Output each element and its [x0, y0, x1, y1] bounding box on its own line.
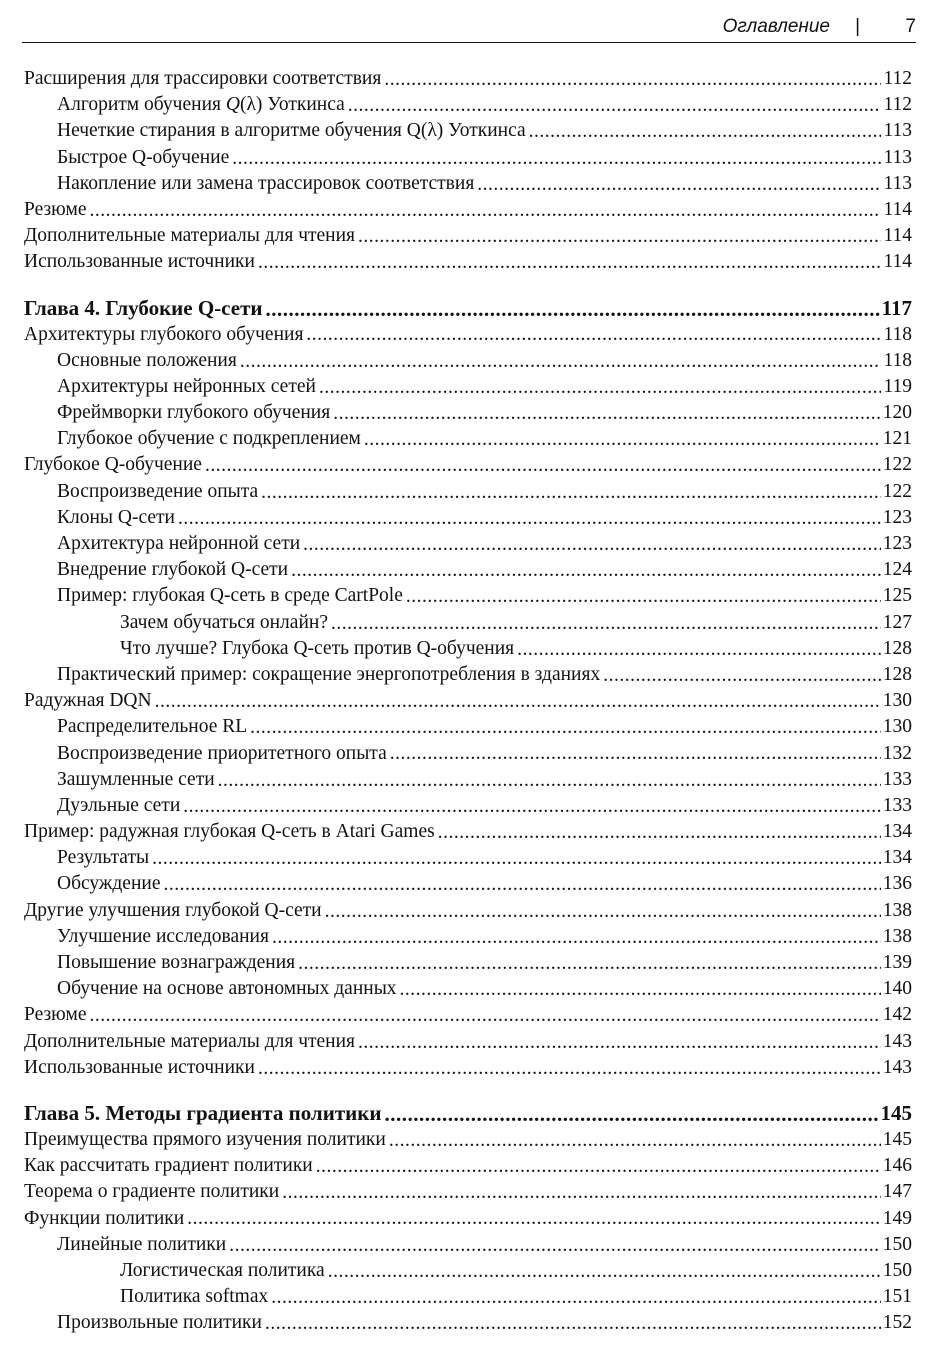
toc-leader-dots [384, 69, 881, 90]
toc-leader-dots [205, 455, 881, 476]
header-separator: | [855, 16, 860, 37]
toc-entry [24, 479, 912, 505]
toc-entry-page: 150 [882, 1259, 912, 1281]
toc-entry-title: Резюме [24, 198, 87, 220]
toc-entry [24, 924, 912, 950]
toc-entry-title: Линейные политики [57, 1233, 227, 1255]
toc-entry-page: 122 [882, 454, 912, 476]
toc-entry-page: 149 [882, 1207, 912, 1229]
toc-entry-title: Другие улучшения глубокой Q-сети [24, 899, 322, 921]
toc-entry-title: Обучение на основе автономных данных [57, 978, 397, 1000]
toc-entry [24, 1127, 912, 1153]
toc-leader-dots [240, 351, 882, 372]
toc-entry [24, 1310, 912, 1336]
toc-entry-title: Воспроизведение опыта [57, 480, 259, 502]
toc-leader-dots [271, 1287, 881, 1308]
toc-entry [24, 145, 912, 171]
toc-entry [24, 976, 912, 1002]
toc-entry-title: Пример: радужная глубокая Q-сеть в Atari Games [24, 821, 435, 843]
toc-entry [24, 118, 912, 144]
toc-entry-title: Обсуждение [57, 873, 161, 895]
toc-entry-page: 132 [882, 742, 912, 764]
toc-entry-title: Фреймворки глубокого обучения [57, 402, 331, 424]
toc-entry [24, 662, 912, 688]
toc-entry-page: 112 [883, 94, 912, 116]
toc-entry-page: 118 [883, 349, 912, 371]
toc-entry-title: Дополнительные материалы для чтения [24, 1030, 356, 1052]
toc-leader-dots [406, 586, 881, 607]
toc-entry-page: 138 [882, 899, 912, 921]
toc-entry-title: Политика softmax [120, 1286, 269, 1308]
toc-entry-title: Воспроизведение приоритетного опыта [57, 742, 387, 764]
toc-entry [24, 531, 912, 557]
toc-entry-title: Дуэльные сети [57, 794, 181, 816]
toc-entry-page: 151 [882, 1286, 912, 1308]
toc-leader-dots [163, 874, 880, 895]
toc-entry [24, 557, 912, 583]
toc-leader-dots [529, 121, 882, 142]
toc-leader-dots [298, 953, 881, 974]
toc-entry [24, 322, 912, 348]
toc-entry-page: 112 [883, 68, 912, 89]
toc-entry [24, 636, 912, 662]
toc-entry-title: Результаты [57, 847, 150, 869]
toc-entry [24, 714, 912, 740]
toc-entry-page: 121 [882, 428, 912, 450]
toc-entry [24, 505, 912, 531]
toc-entry-title: Использованные источники [24, 1056, 255, 1078]
toc-entry-page: 145 [882, 1128, 912, 1150]
toc-leader-dots [358, 1032, 881, 1053]
toc-entry [24, 819, 912, 845]
toc-entry-page: 139 [882, 952, 912, 973]
toc-entry [24, 583, 912, 609]
toc-entry [24, 1055, 912, 1081]
toc-entry-page: 136 [882, 873, 912, 895]
toc-entry [24, 950, 912, 976]
toc-entry [24, 610, 912, 636]
toc-entry-page: 120 [882, 402, 912, 424]
toc-leader-dots [155, 691, 881, 712]
toc-leader-dots [333, 403, 881, 424]
toc-entry-page: 130 [882, 690, 912, 712]
toc-entry [24, 92, 912, 118]
toc-entry [24, 1179, 912, 1205]
toc-entry-title: Накопление или замена трассировок соответствия [57, 172, 475, 194]
toc-entry-title: Произвольные политики [57, 1312, 262, 1334]
table-of-contents [24, 66, 912, 1336]
toc-leader-dots [316, 1156, 881, 1177]
toc-leader-dots [328, 1261, 881, 1282]
toc-leader-dots [178, 508, 881, 529]
chapter-title: Глава 4. Глубокие Q-сети [24, 295, 263, 320]
toc-entry-page: 134 [882, 821, 912, 843]
toc-entry [24, 793, 912, 819]
toc-entry-title: Распределительное RL [57, 716, 248, 738]
toc-entry-title: Радужная DQN [24, 690, 152, 712]
toc-leader-dots [218, 770, 881, 791]
toc-chapter-5 [24, 1100, 912, 1127]
toc-leader-dots [331, 613, 881, 634]
toc-leader-dots [152, 848, 881, 869]
toc-leader-dots [389, 1130, 881, 1151]
toc-entry-title: Глубокое обучение с подкреплением [57, 428, 361, 450]
toc-entry-page: 122 [882, 480, 912, 502]
toc-entry-page: 143 [882, 1056, 912, 1078]
toc-entry [24, 171, 912, 197]
toc-entry-title: Клоны Q-сети [57, 506, 175, 528]
toc-leader-dots [187, 1208, 881, 1229]
toc-leader-dots [348, 95, 882, 116]
toc-leader-dots [261, 482, 881, 503]
toc-leader-dots [517, 639, 881, 660]
running-header [22, 14, 916, 43]
toc-entry-title: Внедрение глубокой Q-сети [57, 559, 289, 581]
toc-entry-page: 124 [882, 559, 912, 581]
toc-entry [24, 845, 912, 871]
toc-entry [24, 452, 912, 478]
toc-leader-dots [303, 534, 881, 555]
toc-entry [24, 400, 912, 426]
toc-leader-dots [232, 148, 881, 169]
toc-entry-page: 127 [882, 611, 912, 633]
toc-leader-dots [603, 665, 881, 686]
toc-entry-page: 119 [883, 375, 912, 397]
toc-entry-page: 143 [882, 1030, 912, 1052]
toc-entry-title: Глубокое Q-обучение [24, 454, 202, 476]
toc-entry-title: Зачем обучаться онлайн? [120, 611, 328, 633]
toc-entry-title: Архитектуры нейронных сетей [57, 375, 316, 397]
toc-leader-dots [438, 822, 881, 843]
toc-entry-page: 142 [882, 1004, 912, 1026]
toc-leader-dots [477, 174, 881, 195]
toc-entry-page: 114 [883, 225, 912, 247]
toc-entry-title: Зашумленные сети [57, 768, 215, 790]
toc-leader-dots [229, 1235, 881, 1256]
toc-chapter-4 [24, 295, 912, 322]
toc-entry-title: Улучшение исследования [57, 925, 269, 947]
toc-entry [24, 898, 912, 924]
toc-entry-page: 130 [882, 716, 912, 738]
toc-entry-page: 125 [882, 585, 912, 607]
toc-entry-page: 150 [882, 1233, 912, 1255]
chapter-page: 117 [881, 295, 912, 320]
toc-leader-dots [390, 743, 881, 764]
toc-entry-page: 138 [882, 925, 912, 947]
toc-entry [24, 374, 912, 400]
toc-entry [24, 1153, 912, 1179]
toc-leader-dots [90, 1005, 881, 1026]
toc-entry-title: Пример: глубокая Q-сеть в среде CartPole [57, 585, 403, 607]
toc-entry-title: Нечеткие стирания в алгоритме обучения Q(λ) Уоткинса [57, 120, 526, 142]
toc-leader-dots [90, 200, 882, 221]
toc-entry [24, 249, 912, 275]
toc-leader-dots [258, 1058, 881, 1079]
toc-leader-dots [272, 927, 881, 948]
toc-entry [24, 741, 912, 767]
toc-entry [24, 1284, 912, 1310]
toc-leader-dots [306, 324, 881, 345]
toc-entry [24, 688, 912, 714]
toc-entry-title: Архитектура нейронной сети [57, 533, 301, 554]
toc-entry [24, 767, 912, 793]
toc-entry-page: 134 [882, 847, 912, 869]
toc-leader-dots [319, 377, 882, 398]
toc-entry-page: 123 [882, 506, 912, 528]
toc-entry-page: 114 [883, 198, 912, 220]
toc-leader-dots [400, 979, 881, 1000]
toc-entry-page: 133 [882, 768, 912, 790]
toc-entry-title: Архитектуры глубокого обучения [24, 323, 304, 345]
toc-entry-title: Что лучше? Глубока Q-сеть против Q-обучения [120, 637, 515, 659]
toc-leader-dots [325, 901, 881, 922]
toc-leader-dots [282, 1182, 881, 1203]
toc-entry [24, 66, 912, 92]
toc-leader-dots [291, 560, 881, 581]
toc-entry-page: 152 [882, 1312, 912, 1334]
toc-entry-title: Использованные источники [24, 251, 255, 273]
toc-entry [24, 1029, 912, 1055]
toc-entry [24, 223, 912, 249]
toc-entry-page: 128 [882, 637, 912, 659]
toc-entry-title: Как рассчитать градиент политики [24, 1155, 313, 1177]
header-page-number: 7 [905, 16, 916, 37]
toc-entry-title: Расширения для трассировки соответствия [24, 68, 382, 89]
toc-leader-dots [384, 1103, 878, 1126]
toc-entry-title: Функции политики [24, 1207, 185, 1229]
toc-entry [24, 1002, 912, 1028]
toc-leader-dots [258, 252, 882, 273]
toc-leader-dots [250, 717, 881, 738]
toc-entry [24, 1258, 912, 1284]
toc-entry-page: 113 [883, 120, 912, 142]
header-title: Оглавление [722, 16, 830, 37]
toc-entry [24, 871, 912, 897]
toc-entry-page: 133 [882, 794, 912, 816]
toc-entry-page: 113 [883, 172, 912, 194]
toc-entry [24, 1232, 912, 1258]
toc-entry-page: 123 [882, 533, 912, 554]
toc-entry-page: 114 [883, 251, 912, 273]
toc-entry-page: 128 [882, 663, 912, 685]
toc-entry-title: Основные положения [57, 349, 237, 371]
chapter-title: Глава 5. Методы градиента политики [24, 1100, 382, 1125]
math-q: Q [225, 94, 240, 116]
toc-leader-dots [266, 298, 880, 321]
toc-entry [24, 197, 912, 223]
toc-entry-title: Повышение вознаграждения [57, 952, 296, 973]
toc-entry-title: Логистическая политика [120, 1259, 325, 1281]
toc-leader-dots [358, 226, 881, 247]
toc-entry-title: Практический пример: сокращение энергопотребления в зданиях [57, 663, 601, 685]
toc-entry [24, 1206, 912, 1232]
toc-entry-title: Дополнительные материалы для чтения [24, 225, 356, 247]
toc-leader-dots [364, 429, 881, 450]
toc-entry-page: 146 [882, 1155, 912, 1177]
toc-entry [24, 426, 912, 452]
toc-entry-title: Преимущества прямого изучения политики [24, 1128, 386, 1150]
toc-entry-title: Алгоритм обучения Q(λ) Уоткинса [57, 94, 345, 116]
toc-entry-page: 118 [883, 323, 912, 345]
toc-leader-dots [183, 796, 880, 817]
toc-entry-title: Теорема о градиенте политики [24, 1181, 280, 1203]
toc-entry-title: Быстрое Q-обучение [57, 146, 230, 168]
toc-entry [24, 348, 912, 374]
chapter-page: 145 [880, 1100, 912, 1125]
toc-entry-page: 140 [882, 978, 912, 1000]
toc-leader-dots [265, 1313, 881, 1334]
toc-entry-page: 147 [882, 1181, 912, 1203]
toc-entry-title: Резюме [24, 1004, 87, 1026]
toc-entry-page: 113 [883, 146, 912, 168]
